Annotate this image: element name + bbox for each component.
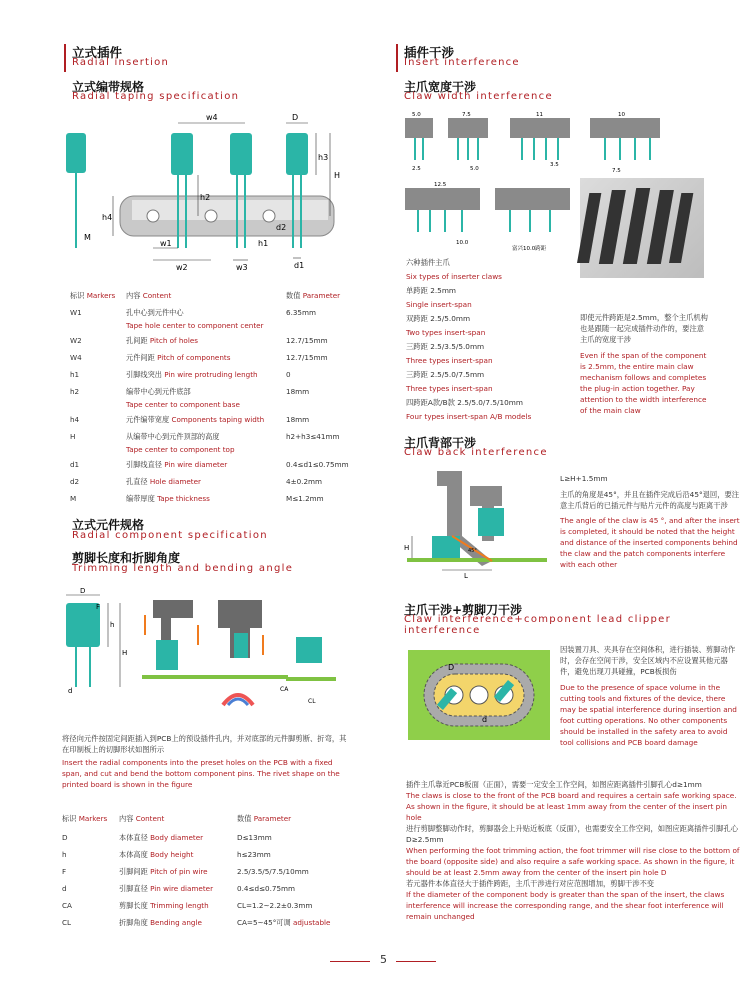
label-d2: d2 [276, 223, 287, 232]
table-row: W4 [70, 353, 82, 362]
label-h2: h2 [200, 193, 211, 202]
section-bar [64, 44, 66, 72]
note-line: 若元器件本体直径大于插件跨距，主爪干涉进行对应范围增加，剪脚干涉不变 [406, 879, 655, 888]
table-row: d1 [70, 460, 80, 469]
claw-note-en: Even if the span of the component is 2.5mm, the entire main claw mechanism follows and completes the plug-in action together. Pay attention to the width interference of the main claw [580, 351, 707, 415]
list-item: 三跨距 2.5/3.5/5.0mm [406, 342, 485, 351]
label-H: H [334, 171, 341, 180]
label-h1: h1 [258, 239, 269, 248]
trimming-diagram [58, 585, 348, 725]
trimming-title-cn: 剪脚长度和折脚角度 [72, 551, 181, 565]
table-row: D [62, 833, 68, 842]
page-number: 5 [380, 953, 387, 966]
taping-diagram [58, 108, 348, 278]
list-item: 六种插件主爪 [406, 258, 450, 267]
table-row: h1 [70, 370, 80, 379]
list-item: Three types insert-span [406, 384, 493, 393]
note-line: 进行剪脚整脚动作时，剪脚器会上升贴近板底（反面），也需要安全工作空间，如图应距离插件引脚孔心D≥2.5mm [406, 824, 739, 844]
label-w2: w2 [176, 263, 188, 272]
bottom-notes [406, 779, 744, 922]
trim-desc-cn: 将径向元件按固定间距插入到PCB上的预设插件孔内，并对底部的元件脚剪断、折弯，其在印制板上的切脚形状如图所示 [62, 734, 347, 754]
back-en: The angle of the claw is 45 °, and after the insert is completed, it should be noted that the height and distance of the inserted components behind the claw and the patch components interfere with each other [560, 516, 740, 569]
clipper-diagram [408, 650, 550, 740]
list-item: 四跨距A款/B款 2.5/5.0/7.5/10mm [406, 398, 523, 407]
taping-title-cn: 立式编带规格 [72, 80, 145, 94]
claw-dim-i: 12.5 [434, 182, 447, 188]
list-item: Three types insert-span [406, 356, 493, 365]
note-line: 插件主爪靠近PCB板面（正面），需要一定安全工作空间，如图应距离插件引脚孔心d≥1mm [406, 780, 702, 789]
trim-label-CL: CL [308, 698, 316, 705]
label-h4: h4 [102, 213, 113, 222]
trimming-title-en: Trimming length and bending angle [72, 563, 294, 574]
claw-dim-h: 7.5 [612, 168, 621, 174]
trim-label-D: D [80, 587, 86, 595]
component-title-en: Radial component specification [72, 530, 268, 541]
label-d1: d1 [294, 261, 305, 270]
table-row: h2 [70, 387, 80, 396]
back-formula: L≥H+1.5mm [560, 474, 608, 483]
table-row: d2 [70, 477, 80, 486]
claw-back-diagram [402, 466, 552, 581]
claw-photo [580, 178, 704, 278]
claw-dim-f: 5.0 [470, 166, 479, 172]
claw-dim-g: 3.5 [550, 162, 559, 168]
claw-dim-e: 2.5 [412, 166, 421, 172]
list-item: 双跨距 2.5/5.0mm [406, 314, 471, 323]
clip-cn: 因装置刀具、夹具存在空间体积，进行插装、剪脚动作时，会存在空间干涉，安全区域内不应设置其他元器件，避免出现刀具碰撞，PCB板损伤 [560, 645, 736, 676]
table-row: CL [62, 918, 72, 927]
clip-label-d: d [482, 715, 488, 724]
label-w3: w3 [236, 263, 248, 272]
table-row: F [62, 867, 67, 876]
claw-back-cn: 主爪背部干涉 [404, 436, 477, 450]
back-label-L: L [464, 572, 468, 580]
right-section-cn: 插件干涉 [404, 45, 455, 60]
label-h3: h3 [318, 153, 329, 162]
trim-label-F: F [96, 603, 101, 611]
back-label-H: H [404, 544, 410, 552]
table-row: M [70, 494, 77, 503]
section-bar-right [396, 44, 398, 72]
trim-label-CA: CA [280, 686, 289, 693]
clip-label-D: D [448, 663, 455, 672]
section-title-cn: 立式插件 [72, 45, 123, 60]
trim-label-H: H [122, 649, 128, 657]
component-title-cn: 立式元件规格 [72, 518, 145, 532]
table-row: d [62, 884, 67, 893]
list-item: Six types of inserter claws [406, 272, 502, 281]
note-line: If the diameter of the component body is greater than the span of the insert, the claws interference will increase the corresponding range, and the shear foot interference will remain unchanged [406, 890, 725, 921]
label-M: M [84, 233, 91, 242]
table-row: H [70, 432, 76, 441]
claw-width-en: Claw width interference [404, 91, 553, 102]
table-row: W2 [70, 336, 82, 345]
list-item: 单跨距 2.5mm [406, 286, 457, 295]
label-D: D [292, 113, 299, 122]
right-section-en: Insert interference [404, 57, 520, 68]
claw-note-cn: 即使元件跨距是2.5mm，整个主爪机构也是跟随一起完成插件动作的，要注意主爪的宽度干涉 [580, 313, 708, 344]
list-item: Single insert-span [406, 300, 472, 309]
claw-width-cn: 主爪宽度干涉 [404, 80, 477, 94]
claw-back-en: Claw back interference [404, 447, 548, 458]
table-row: h [62, 850, 67, 859]
table-row: h4 [70, 415, 80, 424]
label-w4: w4 [206, 113, 218, 122]
taping-table: 标识 Markers 内容 Content 数值 Parameter W1 孔中心到元件中心 Tape hole center to component center 6.35mm W2 孔间距 Pitch of holes 12.7/15mm W4 元件间距 Pitch of components 12.7/15mm h1 引脚线突出 Pin wire protruding length 0 h2 编带中心到元件底部 Tape center to component base 18mm h4 元件编带宽度 Components taping width 18mm H 从编带中心到元件顶部的高度 Tape center to component top h2+h3≤41mm d1 引脚线直径 Pin wire diameter 0.4≤d1≤0.75mm d2 孔直径 Hole diameter 4±0.2mm M 编带厚度 Tape thickness M≤1.2mm [70, 291, 349, 503]
back-label-angle: 45° [468, 548, 477, 554]
label-w1: w1 [160, 239, 172, 248]
claws-list [406, 256, 576, 424]
list-item: Two types insert-span [406, 328, 486, 337]
table-row: CA [62, 901, 72, 910]
component-table: 标识 Markers 内容 Content 数值 Parameter D 本体直径 Body diameter D≤13mm h 本体高度 Body height h≤23mm F 引脚间距 Pitch of pin wire 2.5/3.5/5/7.5/10mm d 引脚直径 Pin wire diameter 0.4≤d≤0.75mm CA 剪脚长度 Trimming length CL=1.2~2.2±0.3mm CL 折脚角度 Bending angle CA=5~45°可调 adjustable [62, 814, 331, 927]
list-item: Four types insert-span A/B models [406, 412, 532, 421]
list-item: 三跨距 2.5/5.0/7.5mm [406, 370, 485, 379]
note-line: When performing the foot trimming action, the foot trimmer will rise close to the bottom of the board (opposite side) and also require a safe working space. As shown in the figure, it should be at least 2.5mm away from the center of the insert pin hole D [406, 846, 740, 877]
table-row: W1 [70, 308, 82, 317]
footer-line-right [396, 961, 436, 962]
trim-label-d: d [68, 687, 73, 695]
claw-dim-c: 11 [536, 112, 543, 118]
claw-dim-k: 富兴10.0跨距 [512, 246, 547, 252]
clipper-cn: 主爪干涉+剪脚刀干涉 [404, 603, 523, 617]
section-title-en: Radial insertion [72, 57, 170, 68]
claw-dim-j: 10.0 [456, 240, 469, 246]
claw-dim-d: 10 [618, 112, 625, 118]
footer-line-left [330, 961, 370, 962]
trim-label-h: h [110, 621, 115, 629]
taping-title-en: Radial taping specification [72, 91, 240, 102]
trim-desc-en: Insert the radial components into the preset holes on the PCB with a fixed span, and cut and bend the bottom component pins. The rivet shape on the printed board is shown in the figure [62, 758, 340, 789]
clipper-en: Claw interference+component lead clipper interference [404, 614, 671, 636]
note-line: The claws is close to the front of the PCB board and requires a certain safe working space. As shown in the figure, it should be at least 1mm away from the center of the insert pin hole [406, 791, 737, 822]
claw-dim-a: 5.0 [412, 112, 421, 118]
back-cn: 主爪的角度是45°，并且在插件完成后沿45°退回，要注意主爪背后的已插元件与贴片元件的高度与距离干涉 [560, 490, 740, 510]
claw-dim-b: 7.5 [462, 112, 471, 118]
clip-en: Due to the presence of space volume in the cutting tools and fixtures of the device, there may be spatial interference during insertion and foot cutting operations. No other components should be installed in the safety area to avoid tool collisions and PCB board damage [560, 683, 737, 747]
